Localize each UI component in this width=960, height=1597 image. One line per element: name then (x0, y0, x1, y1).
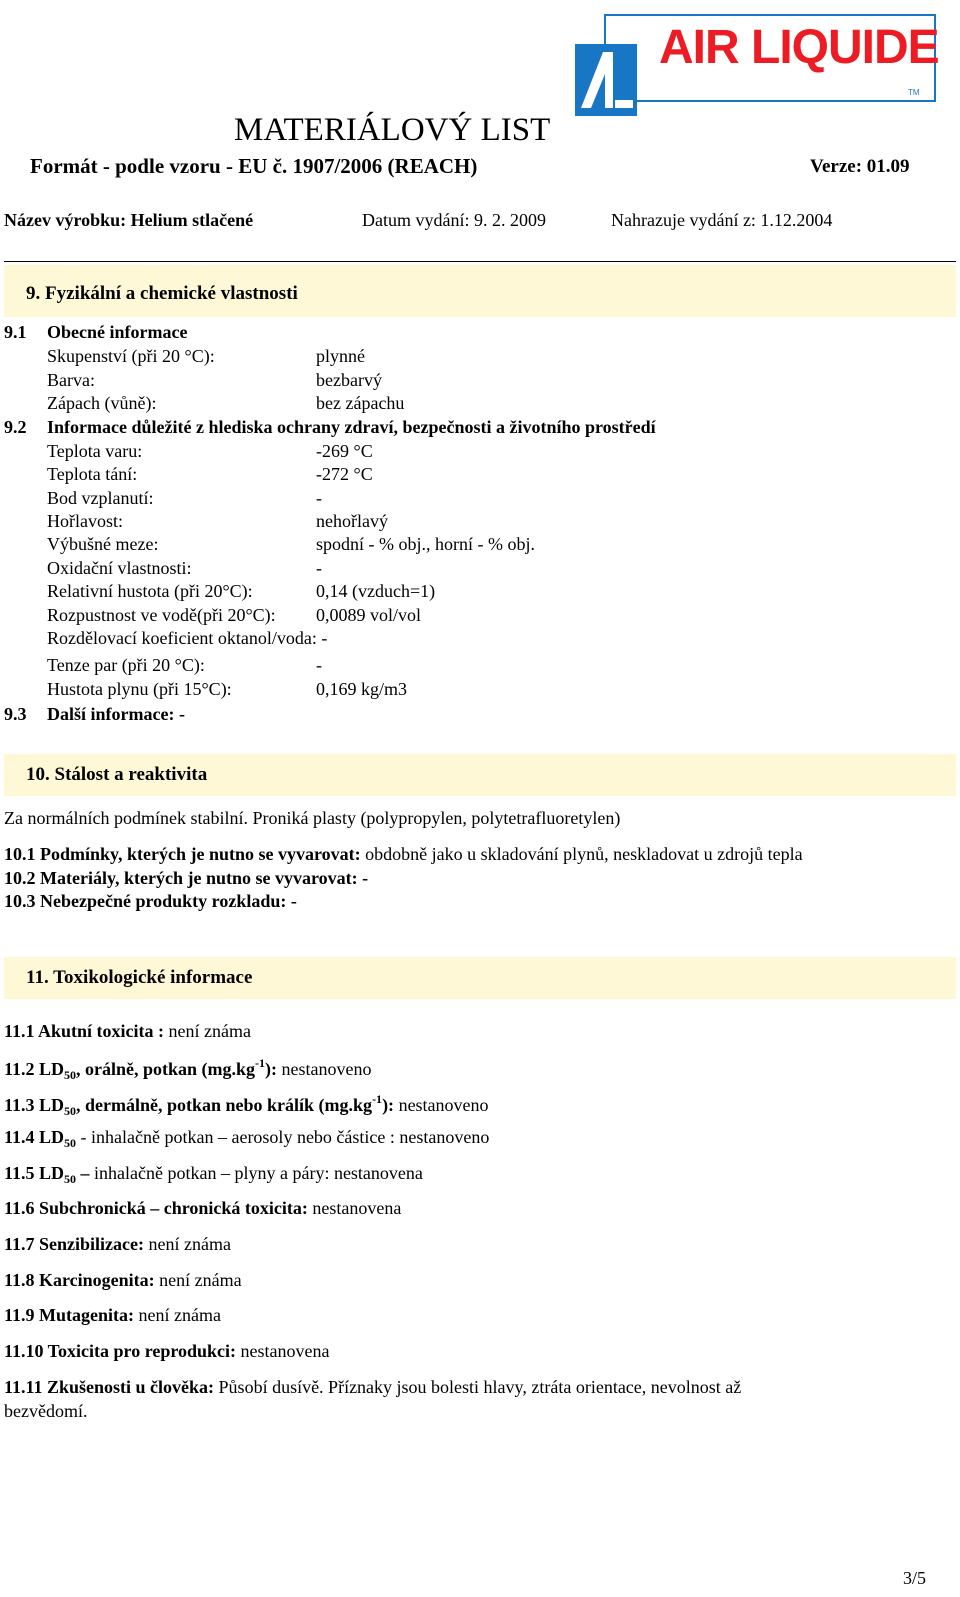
tox-item-value: není známa (164, 1021, 251, 1041)
prop-value: 0,14 (vzduch=1) (316, 581, 436, 601)
prop-value: 0,169 kg/m3 (316, 679, 408, 699)
superscript: -1 (255, 1056, 266, 1070)
tox-item-label: 11.3 LD (4, 1095, 65, 1115)
tox-item-label: 11.11 Zkušenosti u člověka: (4, 1377, 215, 1397)
tox-item-label: 11.5 LD (4, 1163, 65, 1183)
tox-item-label: 11.1 Akutní toxicita : (4, 1021, 165, 1041)
s101-label: 10.1 Podmínky, kterých je nutno se vyvarovat: (4, 844, 361, 864)
prop-value: - (316, 488, 322, 508)
tox-item-continuation: bezvědomí. (4, 1401, 88, 1421)
prop-label: Hořlavost: (47, 511, 123, 531)
tox-item-label: – (76, 1163, 90, 1183)
prop-label: Oxidační vlastnosti: (47, 558, 192, 578)
tox-item-label: ): (265, 1059, 278, 1079)
tox-item-value: nestanovena (307, 1198, 402, 1218)
prop-label: Skupenství (při 20 °C): (47, 346, 215, 366)
tox-item (4, 1377, 741, 1398)
air-liquide-logo-mark (575, 44, 637, 116)
subscript: 50 (64, 1172, 77, 1186)
tox-item (4, 1163, 423, 1187)
section-9-heading: 9. Fyzikální a chemické vlastnosti (26, 283, 298, 304)
subscript: 50 (64, 1068, 77, 1082)
stability-text: Za normálních podmínek stabilní. Proniká plasty (polypropylen, polytetrafluoretylen) (4, 808, 621, 828)
tox-item-value: není známa (143, 1234, 231, 1254)
tox-item-label: , orálně, potkan (mg.kg (76, 1059, 256, 1079)
logo-text: AIR LIQUIDE (659, 21, 939, 74)
tox-item-value: nestanovena (236, 1341, 330, 1361)
tox-item-label: 11.8 Karcinogenita: (4, 1270, 155, 1290)
prop-label: Výbušné meze: (47, 534, 159, 554)
s102-line: 10.2 Materiály, kterých je nutno se vyvarovat: - (4, 868, 369, 888)
tox-item-value: - inhalačně potkan – aerosoly nebo částice : nestanoveno (76, 1127, 490, 1147)
tox-item (4, 1056, 372, 1083)
s93-number: 9.3 (4, 704, 27, 724)
tox-item (4, 1021, 251, 1042)
tox-item-value: Působí dusívě. Příznaky jsou bolesti hlavy, ztráta orientace, nevolnost až (214, 1377, 742, 1397)
subscript: 50 (64, 1136, 77, 1150)
prop-label: Barva: (47, 370, 95, 390)
s91-number: 9.1 (4, 322, 27, 342)
prop-value: -272 °C (316, 464, 373, 484)
tox-item (4, 1305, 221, 1326)
header-rule (4, 261, 956, 262)
page-number: 3/5 (903, 1568, 927, 1588)
tox-item-value: nestanoveno (277, 1059, 372, 1079)
prop-value: - (316, 655, 322, 675)
replaces-date: Nahrazuje vydání z: 1.12.2004 (611, 210, 833, 230)
s91-title: Obecné informace (47, 322, 188, 342)
prop-value: nehořlavý (316, 511, 388, 531)
issue-date: Datum vydání: 9. 2. 2009 (362, 210, 546, 230)
tox-item-value: není známa (134, 1305, 221, 1325)
s92-number: 9.2 (4, 417, 27, 437)
prop-label: Zápach (vůně): (47, 393, 157, 413)
tox-item (4, 1198, 401, 1219)
tox-item (4, 1092, 489, 1119)
tox-item (4, 1341, 330, 1362)
logo-a-icon (575, 44, 637, 116)
prop-value: 0,0089 vol/vol (316, 605, 422, 625)
tox-item-value: nestanoveno (394, 1095, 489, 1115)
format-line: Formát - podle vzoru - EU č. 1907/2006 (REACH) (30, 154, 478, 178)
s92-title: Informace důležité z hlediska ochrany zdraví, bezpečnosti a životního prostředí (47, 417, 656, 437)
tox-item-value: inhalačně potkan – plyny a páry: nestanovena (89, 1163, 423, 1183)
prop-label: Relativní hustota (při 20°C): (47, 581, 253, 601)
prop-label: Bod vzplanutí: (47, 488, 154, 508)
prop-label: Tenze par (při 20 °C): (47, 655, 205, 675)
prop-label: Teplota tání: (47, 464, 138, 484)
document-title: MATERIÁLOVÝ LIST (234, 112, 551, 148)
tox-item-label: , dermálně, potkan nebo králík (mg.kg (76, 1095, 373, 1115)
tox-item (4, 1234, 231, 1255)
s101-line (4, 844, 803, 865)
s93-text: Další informace: - (47, 704, 185, 724)
tox-item-label: 11.4 LD (4, 1127, 65, 1147)
prop-value: plynné (316, 346, 365, 366)
tox-item-value: není známa (154, 1270, 242, 1290)
subscript: 50 (64, 1104, 77, 1118)
prop-label: Rozpustnost ve vodě(při 20°C): (47, 605, 276, 625)
section-10-heading: 10. Stálost a reaktivita (26, 764, 208, 785)
prop-value: bez zápachu (316, 393, 405, 413)
partition-coefficient: Rozdělovací koeficient oktanol/voda: - (47, 628, 328, 648)
s101-text: obdobně jako u skladování plynů, neskladovat u zdrojů tepla (365, 844, 803, 864)
tox-item-label: ): (382, 1095, 395, 1115)
prop-value: spodní - % obj., horní - % obj. (316, 534, 535, 554)
prop-value: -269 °C (316, 441, 373, 461)
tox-item-label: 11.9 Mutagenita: (4, 1305, 134, 1325)
tox-item (4, 1270, 242, 1291)
logo-trademark: TM (908, 88, 920, 97)
prop-value: bezbarvý (316, 370, 382, 390)
superscript: -1 (372, 1092, 383, 1106)
tox-item-label: 11.10 Toxicita pro reprodukci: (4, 1341, 237, 1361)
prop-label: Hustota plynu (při 15°C): (47, 679, 232, 699)
tox-item-label: 11.6 Subchronická – chronická toxicita: (4, 1198, 308, 1218)
version: Verze: 01.09 (810, 156, 910, 177)
s103-line: 10.3 Nebezpečné produkty rozkladu: - (4, 891, 297, 911)
tox-item-label: 11.2 LD (4, 1059, 65, 1079)
tox-item-label: 11.7 Senzibilizace: (4, 1234, 144, 1254)
product-name: Název výrobku: Helium stlačené (4, 210, 254, 230)
prop-value: - (316, 558, 322, 578)
section-11-heading: 11. Toxikologické informace (26, 967, 253, 988)
tox-item (4, 1127, 489, 1151)
prop-label: Teplota varu: (47, 441, 143, 461)
